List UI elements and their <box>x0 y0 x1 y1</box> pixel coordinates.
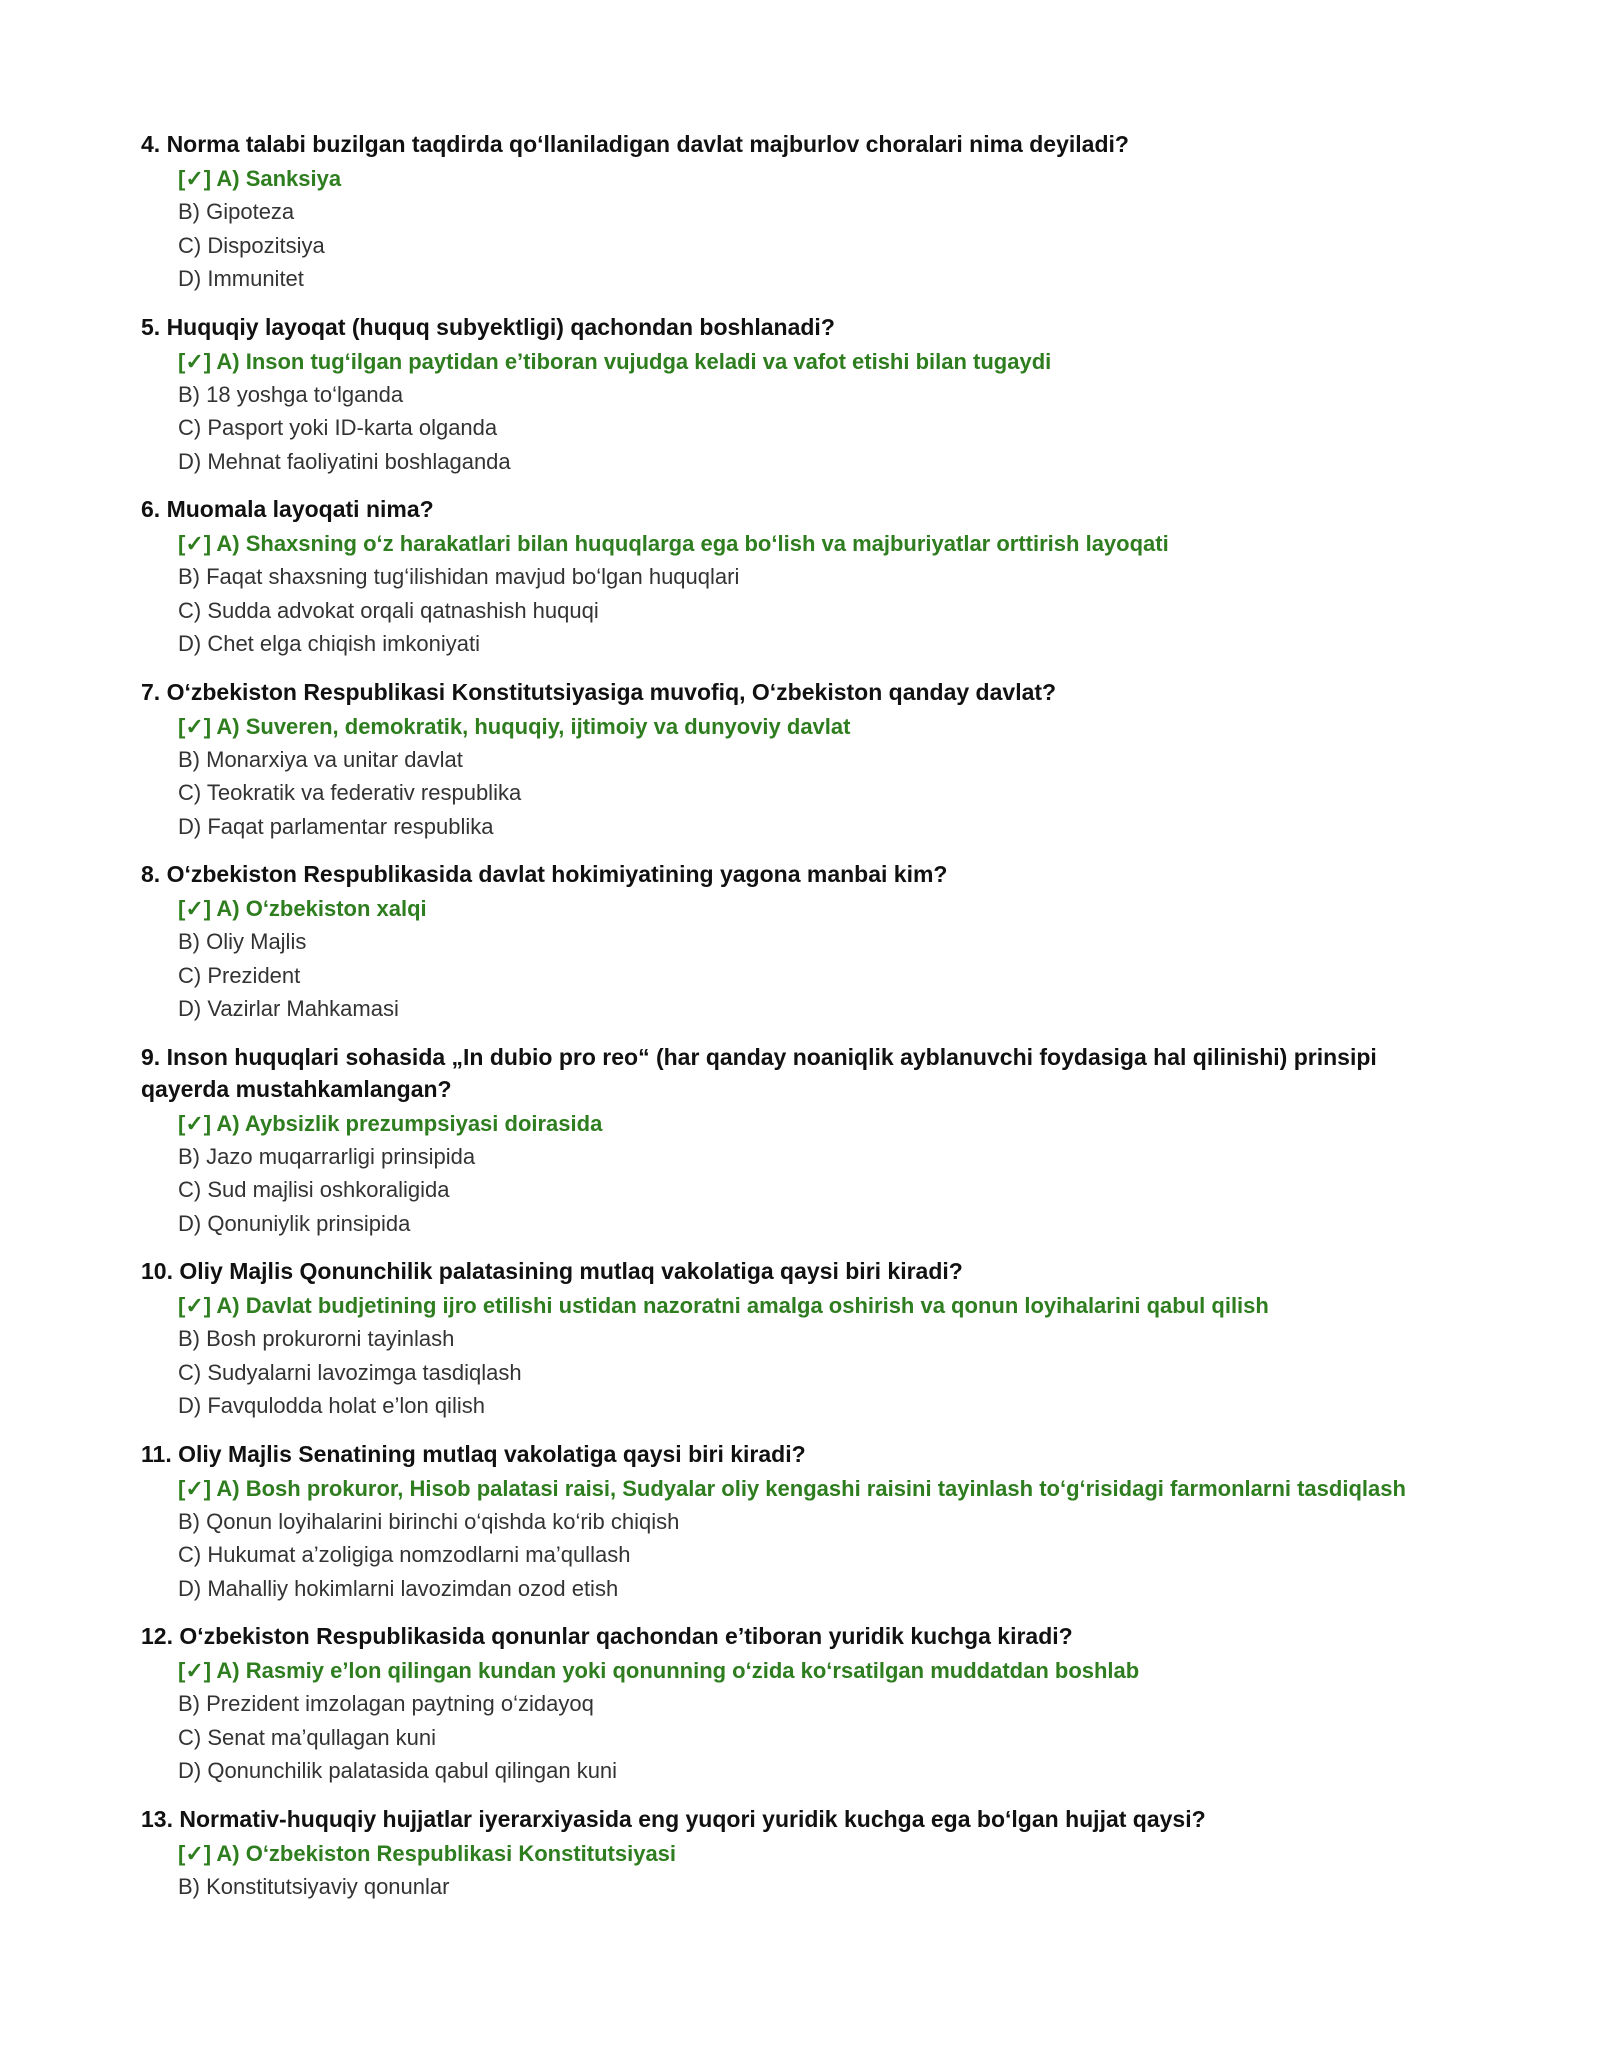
answer-option: B) Oliy Majlis <box>178 929 307 954</box>
correct-answer-option: [✓] A) Shaxsning o‘z harakatlari bilan huquqlarga ega bo‘lish va majburiyatlar orttirish layoqati <box>178 531 1169 556</box>
answer-option: C) Sud majlisi oshkoraligida <box>178 1177 450 1202</box>
answer-option: D) Mehnat faoliyatini boshlaganda <box>178 448 511 474</box>
question-text: 9. Inson huquqlari sohasida „In dubio pro reo“ (har qanday noaniqlik ayblanuvchi foydasiga hal qilinishi) prinsipi qayerda mustahkamlangan? <box>141 1043 1377 1102</box>
correct-answer-option: [✓] A) Inson tug‘ilgan paytidan e’tiboran vujudga keladi va vafot etishi bilan tugaydi <box>178 348 1052 374</box>
answer-options <box>178 1838 1421 1904</box>
answer-option: D) Chet elga chiqish imkoniyati <box>178 631 481 656</box>
question-text: 5. Huquqiy layoqat (huquq subyektligi) qachondan boshlanadi? <box>141 313 835 340</box>
question-block <box>141 1438 1421 1606</box>
answer-option: D) Mahalliy hokimlarni lavozimdan ozod etish <box>178 1575 619 1601</box>
correct-answer-option: [✓] A) Suveren, demokratik, huquqiy, ijtimoiy va dunyoviy davlat <box>178 713 851 739</box>
question-block <box>141 1620 1421 1788</box>
answer-option: D) Immunitet <box>178 266 304 291</box>
question-block <box>141 858 1421 1026</box>
answer-option: B) Monarxiya va unitar davlat <box>178 746 463 772</box>
answer-option: C) Sudyalarni lavozimga tasdiqlash <box>178 1359 522 1385</box>
question-block <box>141 311 1421 479</box>
answer-option: D) Vazirlar Mahkamasi <box>178 996 399 1021</box>
answer-options <box>178 346 1421 479</box>
question-text: 11. Oliy Majlis Senatining mutlaq vakolatiga qaysi biri kiradi? <box>141 1440 806 1467</box>
question-text: 13. Normativ-huquqiy hujjatlar iyerarxiyasida eng yuqori yuridik kuchga ega bo‘lgan hujjat qaysi? <box>141 1805 1206 1832</box>
answer-option: B) Gipoteza <box>178 199 295 224</box>
answer-option: D) Qonuniylik prinsipida <box>178 1210 411 1236</box>
question-block <box>141 128 1421 296</box>
correct-answer-option: [✓] A) Rasmiy e’lon qilingan kundan yoki qonunning o‘zida ko‘rsatilgan muddatdan boshlab <box>178 1658 1140 1683</box>
answer-option: B) Bosh prokurorni tayinlash <box>178 1326 455 1351</box>
answer-option: B) Qonun loyihalarini birinchi o‘qishda ko‘rib chiqish <box>178 1508 680 1534</box>
question-text: 4. Norma talabi buzilgan taqdirda qo‘llaniladigan davlat majburlov choralari nima deyiladi? <box>141 131 1129 157</box>
answer-options <box>178 528 1421 661</box>
answer-option: D) Qonunchilik palatasida qabul qilingan kuni <box>178 1758 618 1783</box>
correct-answer-option: [✓] A) Davlat budjetining ijro etilishi ustidan nazoratni amalga oshirish va qonun loyihalarini qabul qilish <box>178 1293 1269 1318</box>
correct-answer-option: [✓] A) Aybsizlik prezumpsiyasi doirasida <box>178 1110 603 1136</box>
question-text: 10. Oliy Majlis Qonunchilik palatasining mutlaq vakolatiga qaysi biri kiradi? <box>141 1258 963 1284</box>
answer-option: C) Senat ma’qullagan kuni <box>178 1724 437 1750</box>
answer-option: B) Jazo muqarrarligi prinsipida <box>178 1143 476 1169</box>
answer-options <box>178 1290 1421 1423</box>
answer-options <box>178 711 1421 844</box>
answer-option: C) Prezident <box>178 962 301 988</box>
question-block <box>141 493 1421 661</box>
question-block <box>141 1255 1421 1423</box>
question-block <box>141 1041 1421 1241</box>
question-text: 7. O‘zbekiston Respublikasi Konstitutsiyasiga muvofiq, O‘zbekiston qanday davlat? <box>141 678 1057 705</box>
question-block <box>141 1803 1421 1904</box>
question-text: 12. O‘zbekiston Respublikasida qonunlar qachondan e’tiboran yuridik kuchga kiradi? <box>141 1623 1073 1649</box>
answer-option: D) Favqulodda holat e’lon qilish <box>178 1393 485 1418</box>
correct-answer-option: [✓] A) O‘zbekiston Respublikasi Konstitutsiyasi <box>178 1840 677 1866</box>
answer-option: B) Prezident imzolagan paytning o‘zidayoq <box>178 1691 594 1716</box>
question-text: 6. Muomala layoqati nima? <box>141 496 434 522</box>
answer-option: B) 18 yoshga to‘lganda <box>178 381 404 407</box>
correct-answer-option: [✓] A) Bosh prokuror, Hisob palatasi raisi, Sudyalar oliy kengashi raisini tayinlash to‘g‘risidagi farmonlarni tasdiqlash <box>178 1475 1406 1501</box>
answer-options <box>178 163 1421 296</box>
answer-option: C) Dispozitsiya <box>178 232 325 258</box>
answer-option: C) Hukumat a’zoligiga nomzodlarni ma’qullash <box>178 1542 631 1567</box>
answer-option: B) Faqat shaxsning tug‘ilishidan mavjud bo‘lgan huquqlari <box>178 564 740 589</box>
quiz-document <box>141 128 1421 1918</box>
answer-option: B) Konstitutsiyaviy qonunlar <box>178 1873 450 1899</box>
answer-options <box>178 893 1421 1026</box>
answer-option: C) Teokratik va federativ respublika <box>178 780 522 805</box>
answer-options <box>178 1473 1421 1606</box>
answer-option: D) Faqat parlamentar respublika <box>178 813 494 839</box>
correct-answer-option: [✓] A) Sanksiya <box>178 166 342 191</box>
answer-options <box>178 1108 1421 1241</box>
correct-answer-option: [✓] A) O‘zbekiston xalqi <box>178 896 427 921</box>
question-block <box>141 676 1421 844</box>
answer-option: C) Pasport yoki ID-karta olganda <box>178 415 498 440</box>
answer-option: C) Sudda advokat orqali qatnashish huquqi <box>178 597 599 623</box>
question-text: 8. O‘zbekiston Respublikasida davlat hokimiyatining yagona manbai kim? <box>141 861 948 887</box>
answer-options <box>178 1655 1421 1788</box>
